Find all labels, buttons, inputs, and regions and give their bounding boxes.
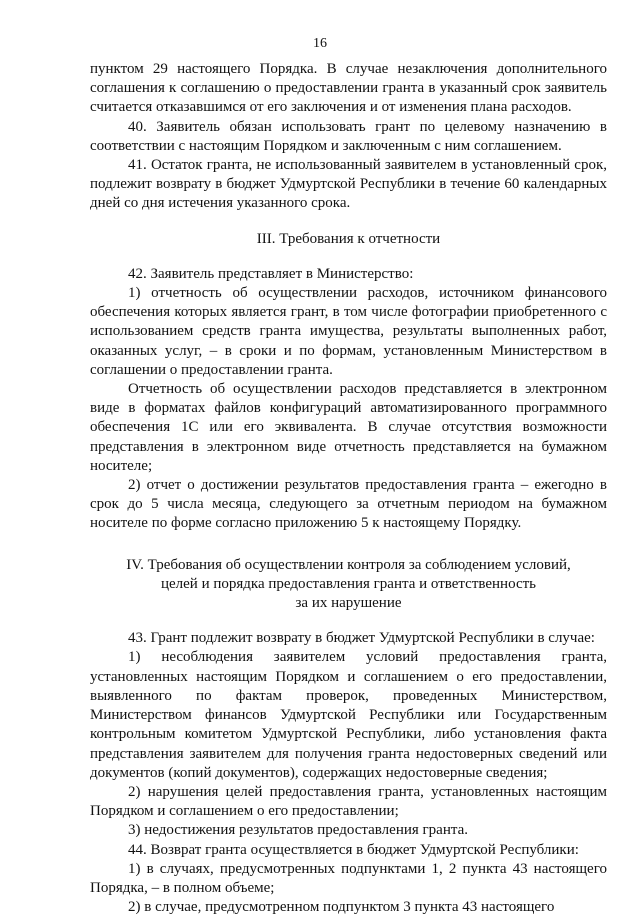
paragraph: 44. Возврат гранта осуществляется в бюджет Удмуртской Республики: xyxy=(128,841,579,858)
paragraph: 2) отчет о достижении результатов предоставления гранта – ежегодно в срок до 5 числа месяца, следующего за отчетным периодом на бумажном носителе по форме согласно приложению 5 к настоящему Порядку. xyxy=(90,477,607,532)
heading-line: целей и порядка предоставления гранта и ответственность xyxy=(160,575,537,592)
paragraph: 1) в случаях, предусмотренных подпунктами 1, 2 пункта 43 настоящего Порядка, – в полном объеме; xyxy=(90,860,607,896)
paragraph: пунктом 29 настоящего Порядка. В случае незаключения дополнительного соглашения к соглашению о предоставлении гранта в указанный срок заявитель считается отказавшимся от его заключения и от изменения плана расходов. xyxy=(90,61,607,116)
paragraph: 2) нарушения целей предоставления гранта, установленных настоящим Порядком и соглашением о его предоставлении; xyxy=(90,783,607,820)
paragraph: 1) несоблюдения заявителем условий предоставления гранта, установленных настоящим Порядком и соглашением о его предоставлении, выявленного по фактам проверок, проведенных Министерством, Министерством финансов Удмуртской Республики или Государственным контрольным комитетом Удмуртской Республики, либо установления факта представления заявителем для получения гранта недостоверных сведений или документов (копий документов), содержащих недостоверные сведения; xyxy=(90,649,607,781)
paragraph: Отчетность об осуществлении расходов представляется в электронном виде в форматах файлов конфигураций автоматизированного программного обеспечения 1С или его эквивалента. В случае отсутствия возможности представления в электронном виде отчетность представляется на бумажном носителе; xyxy=(90,381,607,474)
paragraph: 43. Грант подлежит возврату в бюджет Удмуртской Республики в случае: xyxy=(128,630,595,647)
paragraph: 1) отчетность об осуществлении расходов, источником финансового обеспечения которых является грант, в том числе фотографии приобретенного с использованием средств гранта имущества, результаты выполненных работ, оказанных услуг, – в сроки и по формам, установленным Министерством в соглашении о предоставлении гранта. xyxy=(90,285,607,378)
paragraph: 41. Остаток гранта, не использованный заявителем в установленный срок, подлежит возврату в бюджет Удмуртской Республики в течение 60 календарных дней со дня истечения указанного срока. xyxy=(90,157,607,212)
paragraph: 40. Заявитель обязан использовать грант по целевому назначению в соответствии с настоящим Порядком и заключенным с ним соглашением. xyxy=(90,118,607,154)
paragraph: 42. Заявитель представляет в Министерство: xyxy=(128,265,414,282)
heading-line: IV. Требования об осуществлении контроля за соблюдением условий, xyxy=(126,556,571,573)
paragraph: 3) недостижения результатов предоставления гранта. xyxy=(128,822,469,839)
section-heading-4 xyxy=(90,556,607,614)
document-body xyxy=(90,60,607,917)
paragraph: 2) в случае, предусмотренном подпунктом 3 пункта 43 настоящего xyxy=(128,899,555,916)
heading-line: за их нарушение xyxy=(295,595,402,612)
page-number: 16 xyxy=(313,36,327,51)
section-heading-3: III. Требования к отчетности xyxy=(256,230,441,247)
